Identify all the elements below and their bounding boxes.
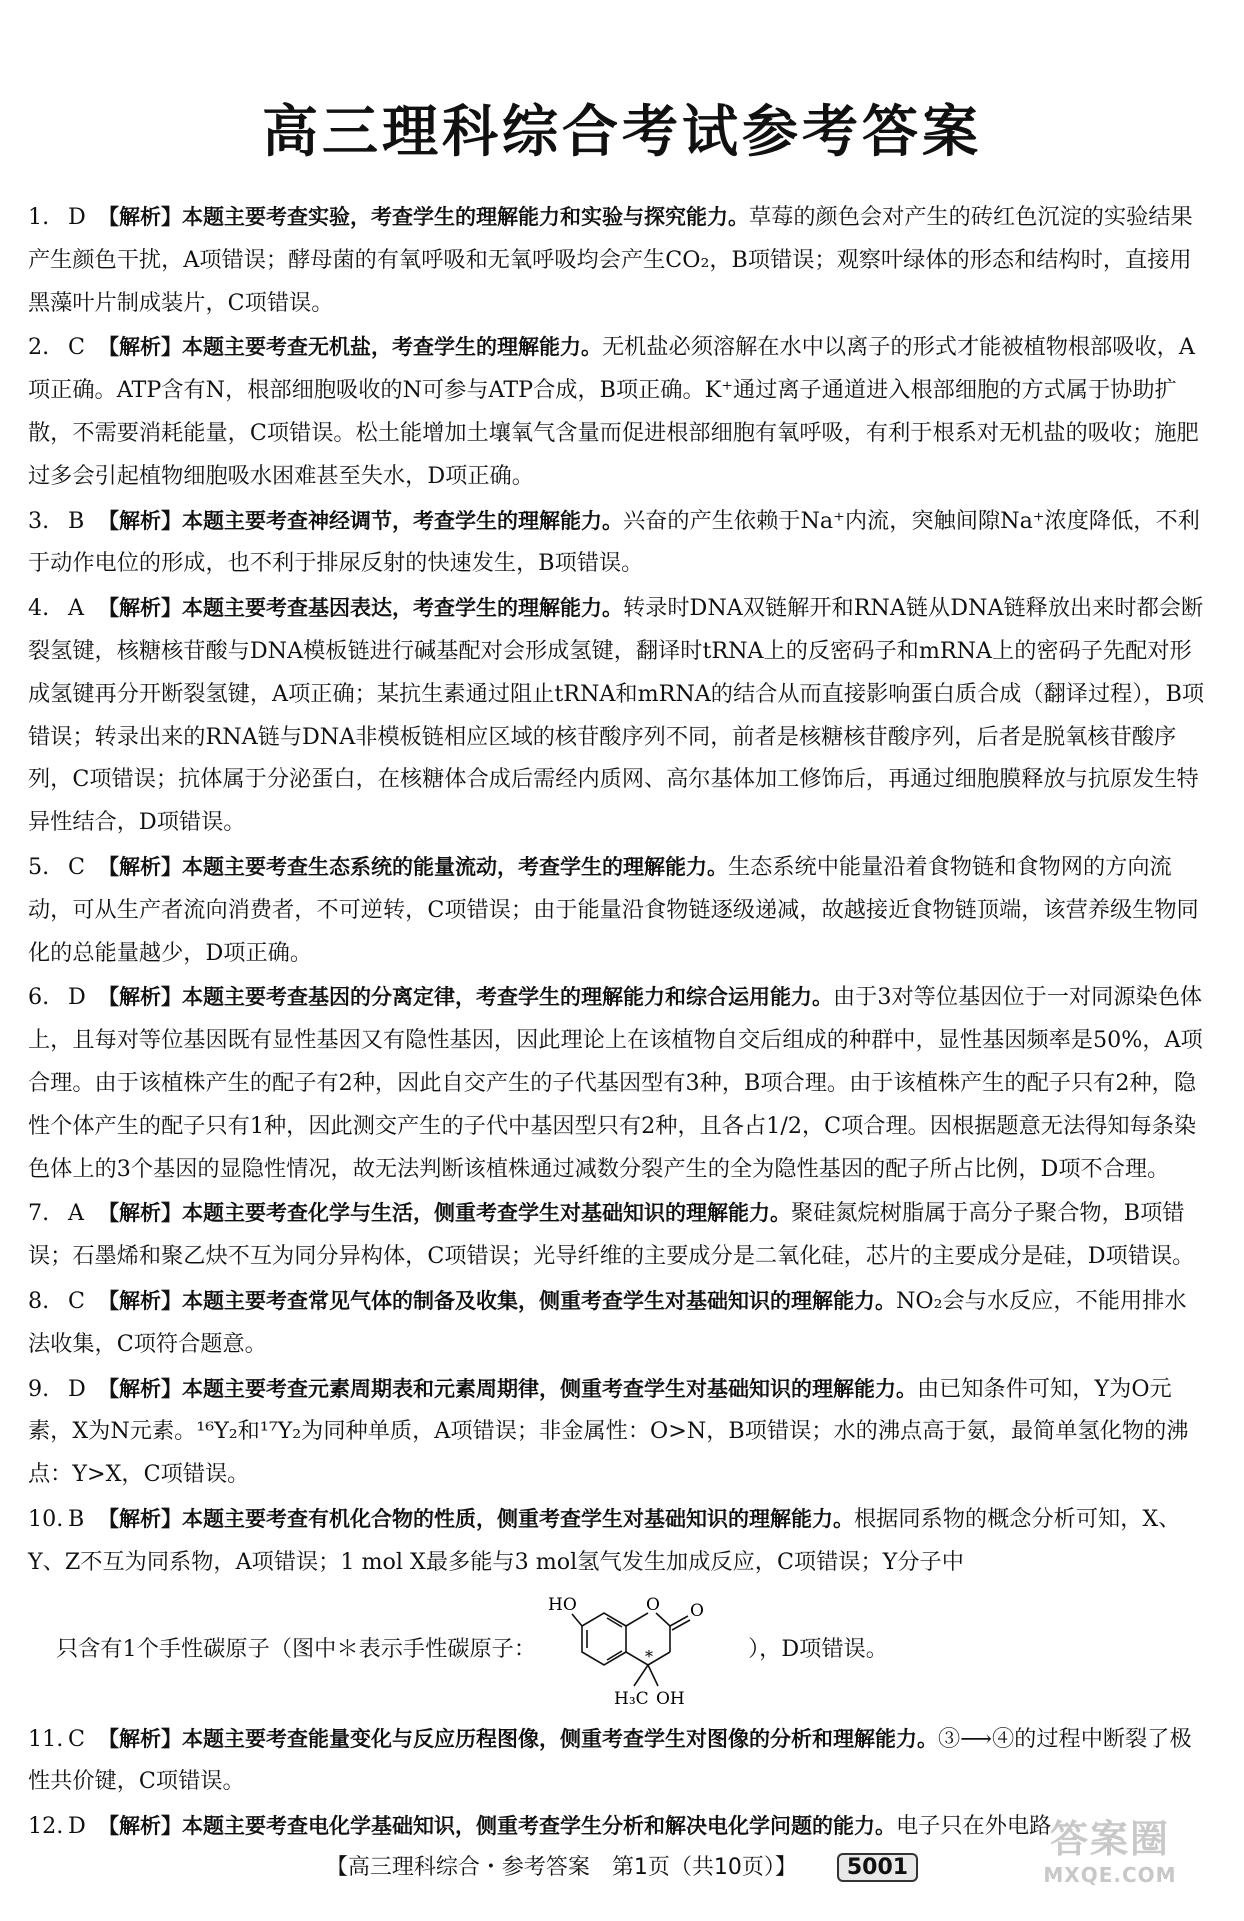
item-summary: 本题主要考查能量变化与反应历程图像，侧重考查学生对图像的分析和理解能力。	[182, 1726, 938, 1751]
item-number: 8.	[28, 1287, 50, 1314]
item-summary: 本题主要考查实验，考查学生的理解能力和实验与探究能力。	[182, 205, 749, 229]
item-summary: 本题主要考查基因的分离定律，考查学生的理解能力和综合运用能力。	[182, 985, 833, 1010]
analysis-tag: 【解析】	[98, 985, 182, 1010]
item-text: 由已知条件可知，Y为O元素，X为N元素。¹⁶Y₂和¹⁷Y₂为同种单质，A项错误；非金属性：O>N，B项错误；水的沸点高于氨，最简单氢化物的沸点：Y>X，C项错误。	[28, 1375, 1189, 1488]
answer-item-3	[28, 500, 1208, 586]
watermark-line1: 答案圈	[1049, 1817, 1170, 1861]
item-text: 根据同系物的概念分析可知，X、Y、Z不互为同系物，A项错误；1 mol X最多能与3 mol氢气发生加成反应，C项错误；Y分子中	[28, 1505, 1181, 1575]
item-text: 生态系统中能量沿着食物链和食物网的方向流动，可从生产者流向消费者，不可逆转，C项错误；由于能量沿食物链逐级递减，故越接近食物链顶端，该营养级生物同化的总能量越少，D项正确。	[28, 853, 1199, 966]
item-number: 12.	[28, 1813, 64, 1840]
item-answer: C	[68, 334, 85, 361]
answer-item-2	[28, 326, 1208, 497]
label-ho: HO	[548, 1594, 577, 1615]
item-number: 4.	[28, 595, 50, 622]
chiral-star: *	[645, 1646, 654, 1666]
site-watermark	[1000, 1808, 1220, 1908]
answer-item-5	[28, 846, 1208, 974]
item-number: 7.	[28, 1200, 50, 1227]
item-summary: 本题主要考查化学与生活，侧重考查学生对基础知识的理解能力。	[182, 1201, 791, 1226]
label-h3c: H₃C	[614, 1688, 649, 1709]
item-summary: 本题主要考查常见气体的制备及收集，侧重考查学生对基础知识的理解能力。	[182, 1288, 896, 1313]
benzene-ring	[582, 1613, 626, 1665]
ring-bond	[626, 1613, 648, 1626]
answer-item-1	[28, 196, 1208, 324]
item-text: 聚硅氮烷树脂属于高分子聚合物，B项错误；石墨烯和聚乙炔不互为同分异构体，C项错误；光导纤维的主要成分是二氧化硅，芯片的主要成分是硅，D项错误。	[28, 1200, 1195, 1270]
paper-code-badge: 5001	[837, 1853, 918, 1882]
answer-list	[28, 196, 1208, 1850]
item-text: 无机盐必须溶解在水中以离子的形式才能被植物根部吸收，A项正确。ATP含有N，根部细胞吸收的N可参与ATP合成，B项正确。K⁺通过离子通道进入根部细胞的方式属于协助扩散，不需要消耗能量，C项错误。松土能增加土壤氧气含量而促进根部细胞有氧呼吸，有利于根系对无机盐的吸收；施肥过多会引起植物细胞吸水困难甚至失水，D项正确。	[28, 334, 1199, 489]
chiral-molecule-structure	[542, 1586, 742, 1714]
label-o-carbonyl: O	[690, 1600, 704, 1621]
item-summary: 本题主要考查神经调节，考查学生的理解能力。	[182, 508, 623, 533]
label-o-ring: O	[646, 1594, 660, 1615]
item-number: 10.	[28, 1505, 64, 1532]
answer-item-8	[28, 1280, 1208, 1366]
page-title: 高三理科综合考试参考答案	[262, 100, 982, 165]
item-text: 兴奋的产生依赖于Na⁺内流，突触间隙Na⁺浓度降低，不利于动作电位的形成，也不利于排尿反射的快速发生，B项错误。	[28, 507, 1200, 577]
item-text: 由于3对等位基因位于一对同源染色体上，且每对等位基因既有显性基因又有隐性基因，因此理论上在该植物自交后组成的种群中，显性基因频率是50%，A项合理。由于该植株产生的配子有2种，因此自交产生的子代基因型有3种，B项合理。由于该植株产生的配子只有2种，隐性个体产生的配子只有1种，因此测交产生的子代中基因型只有2种，且各占1/2，C项合理。因根据题意无法得知每条染色体上的3个基因的显隐性情况，故无法判断该植株通过减数分裂产生的全为隐性基因的配子所占比例，D项不合理。	[28, 984, 1203, 1182]
structure-prefix: 只含有1个手性碳原子（图中＊表示手性碳原子：	[56, 1636, 537, 1663]
item-answer: B	[68, 507, 85, 534]
label-oh: OH	[656, 1688, 685, 1709]
analysis-tag: 【解析】	[98, 1506, 182, 1531]
item-text: NO₂会与水反应，不能用排水法收集，C项符合题意。	[28, 1287, 1187, 1357]
answer-item-9	[28, 1368, 1208, 1496]
item-answer: C	[68, 1725, 85, 1752]
item-number: 9.	[28, 1375, 50, 1402]
item-summary: 本题主要考查基因表达，考查学生的理解能力。	[182, 596, 623, 621]
analysis-tag: 【解析】	[98, 1201, 182, 1226]
analysis-tag: 【解析】	[98, 596, 182, 621]
analysis-tag: 【解析】	[98, 1726, 182, 1751]
analysis-tag: 【解析】	[98, 1376, 182, 1401]
analysis-tag: 【解析】	[98, 205, 182, 229]
structure-suffix: ），D项错误。	[748, 1636, 888, 1663]
item-summary: 本题主要考查电化学基础知识，侧重考查学生分析和解决电化学问题的能力。	[182, 1814, 896, 1839]
item-answer: D	[68, 984, 86, 1011]
item-text: 转录时DNA双链解开和RNA链从DNA链释放出来时都会断裂氢键，核糖核苷酸与DNA模板链进行碱基配对会形成氢键，翻译时tRNA上的反密码子和mRNA上的密码子先配对形成氢键再分开断裂氢键，A项正确；某抗生素通过阻止tRNA和mRNA的结合从而直接影响蛋白质合成（翻译过程），B项错误；转录出来的RNA链与DNA非模板链相应区域的核苷酸序列不同，前者是核糖核苷酸序列，后者是脱氧核苷酸序列，C项错误；抗体属于分泌蛋白，在核糖体合成后需经内质网、高尔基体加工修饰后，再通过细胞膜释放与抗原发生特异性结合，D项错误。	[28, 595, 1205, 836]
item-summary: 本题主要考查有机化合物的性质，侧重考查学生对基础知识的理解能力。	[182, 1506, 854, 1531]
item-summary: 本题主要考查无机盐，考查学生的理解能力。	[182, 335, 602, 360]
item-answer: C	[68, 853, 85, 880]
item-number: 1.	[28, 204, 50, 230]
analysis-tag: 【解析】	[98, 1288, 182, 1313]
item-summary: 本题主要考查生态系统的能量流动，考查学生的理解能力。	[182, 854, 728, 879]
item-text: 电子只在外电路	[896, 1813, 1052, 1840]
item-number: 3.	[28, 507, 50, 534]
watermark-line2: MXQE.COM	[1043, 1863, 1177, 1887]
item-answer: A	[68, 595, 85, 622]
answer-item-4	[28, 587, 1208, 844]
item-number: 11.	[28, 1725, 64, 1752]
item-answer: C	[68, 1287, 85, 1314]
answer-item-10	[28, 1498, 1208, 1716]
item-number: 6.	[28, 984, 50, 1011]
item-answer: D	[68, 1813, 86, 1840]
footer-text: 【高三理科综合・参考答案 第1页（共10页）】	[325, 1855, 797, 1880]
analysis-tag: 【解析】	[98, 508, 182, 533]
item-number: 2.	[28, 334, 50, 361]
analysis-tag: 【解析】	[98, 1814, 182, 1839]
answer-item-6	[28, 976, 1208, 1190]
item-answer: D	[68, 204, 86, 230]
answer-item-11	[28, 1718, 1208, 1804]
item-number: 5.	[28, 853, 50, 880]
structure-line	[28, 1584, 1208, 1716]
item-answer: A	[68, 1200, 85, 1227]
answer-item-7	[28, 1192, 1208, 1278]
analysis-tag: 【解析】	[98, 335, 182, 360]
item-answer: B	[68, 1505, 85, 1532]
item-text: ③⟶④的过程中断裂了极性共价键，C项错误。	[28, 1725, 1192, 1795]
analysis-tag: 【解析】	[98, 854, 182, 879]
item-summary: 本题主要考查元素周期表和元素周期律，侧重考查学生对基础知识的理解能力。	[182, 1376, 917, 1401]
item-text: 草莓的颜色会对产生的砖红色沉淀的实验结果产生颜色干扰，A项错误；酵母菌的有氧呼吸和无氧呼吸均会产生CO₂，B项错误；观察叶绿体的形态和结构时，直接用黑藻叶片制成装片，C项错误。	[28, 204, 1193, 316]
item-answer: D	[68, 1375, 86, 1402]
